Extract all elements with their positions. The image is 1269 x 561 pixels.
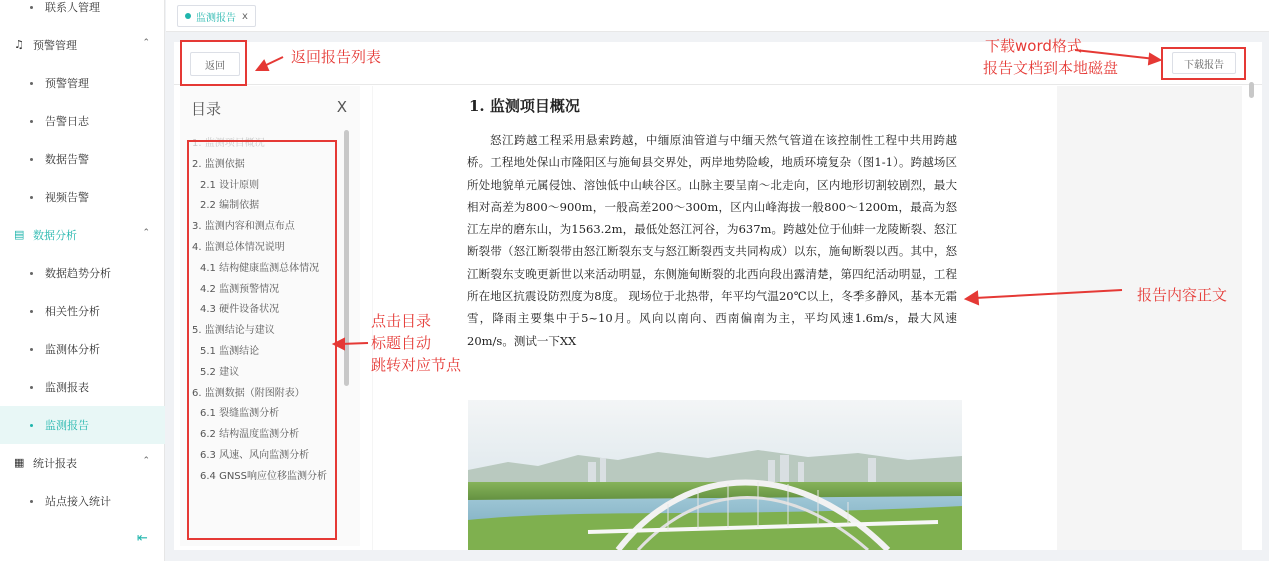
toc-close-icon[interactable]: X (336, 98, 347, 116)
toc-item[interactable]: 4.1 结构健康监测总体情况 (200, 262, 320, 274)
sidebar-item-label: 相关性分析 (45, 305, 100, 318)
annotation-download-1: 下载word格式 (985, 37, 1082, 55)
chevron-up-icon: ⌃ (142, 38, 150, 48)
toc-title: 目录 (191, 100, 222, 118)
annotation-download-2: 报告文档到本地磁盘 (983, 59, 1119, 77)
download-report-button[interactable]: 下载报告 (1172, 52, 1236, 74)
sidebar-item-label: 预警管理 (45, 77, 89, 90)
toc-item[interactable]: 6.1 裂缝监测分析 (200, 408, 280, 420)
sidebar-item-label: 联系人管理 (45, 1, 100, 14)
toc-item[interactable]: 4. 监测总体情况说明 (192, 242, 285, 253)
toc-item[interactable]: 2.2 编制依据 (200, 200, 260, 212)
bell-icon: ♫ (14, 38, 24, 51)
toc-item[interactable]: 5.1 监测结论 (200, 346, 260, 357)
toc-item[interactable]: 3. 监测内容和测点布点 (192, 221, 295, 233)
sidebar-item-label: 视频告警 (45, 191, 89, 204)
chevron-up-icon: ⌃ (142, 456, 150, 466)
back-button[interactable]: 返回 (190, 52, 240, 76)
collapse-sidebar-icon[interactable]: ⇤ (137, 531, 148, 546)
toc-item[interactable]: 1. 监测项目概况 (192, 138, 265, 149)
annotation-body: 报告内容正文 (1137, 286, 1228, 304)
toc-item[interactable]: 5. 监测结论与建议 (192, 325, 275, 337)
sidebar-item-label: 数据告警 (45, 153, 89, 166)
toc-item[interactable]: 6. 监测数据（附图附表） (192, 387, 305, 399)
sidebar-item-label: 站点接入统计 (45, 495, 111, 508)
annotation-toc-3: 跳转对应节点 (371, 356, 462, 374)
sidebar-item-label: 数据分析 (33, 229, 77, 242)
toc-item[interactable]: 4.2 监测预警情况 (200, 283, 280, 295)
sidebar-item-label: 监测报告 (45, 419, 89, 432)
toc-item[interactable]: 6.4 GNSS响应位移监测分析 (200, 470, 328, 482)
toc-item[interactable]: 4.3 硬件设备状况 (200, 304, 280, 316)
chart-icon: ▤ (14, 228, 25, 241)
close-icon[interactable]: x (242, 10, 248, 22)
sidebar-item-label: 预警管理 (33, 39, 77, 52)
sidebar-item-label: 数据趋势分析 (45, 267, 111, 280)
toc-item[interactable]: 6.3 风速、风向监测分析 (200, 450, 310, 461)
annotation-toc-2: 标题自动 (371, 334, 432, 352)
toc-item[interactable]: 2. 监测依据 (192, 158, 245, 170)
tab-label: 监测报告 (196, 12, 236, 24)
toc-item[interactable]: 2.1 设计原则 (200, 179, 260, 191)
body-paragraph: 怒江跨越工程采用悬索跨越，中缅原油管道与中缅天然气管道在该控制性工程中共用跨越桥。工程地处保山市隆阳区与施甸县交界处，两岸地势险峻，地质环境复杂（图1-1）。跨越场区所处地貌单元属侵蚀、溶蚀低中山峡谷区。山脉主要呈南～北走向，区内地形切割较剧烈，最大相对高差为800～900m，一般高差200～300m，区内山峰海拔一般800～1200m，最高为怒江左岸的磨东山，为1563.2m，最低处怒江河谷，为637m。跨越处位于仙蚌一龙陵断裂、怒江断裂带（怒江断裂带由怒江断裂东支与怒江断裂西支共同构成）以东，施甸断裂以西。其中，怒江断裂东支晚更新世以来活动明显，东侧施甸断裂的北西向段出露清楚，第四纪活动明显，工程所在地区抗震设防烈度为8度。 现场位于北热带，年平均气温20℃以上，冬季多静风，基本无霜雪，降雨主要集中于5~10月。风向以南向、西南偏南为主，平均风速1.6m/s，最大风速20m/s。测试一下XX (467, 133, 957, 348)
sidebar-item-label: 统计报表 (33, 457, 77, 470)
sidebar-item-label: 告警日志 (45, 115, 89, 128)
toc-item[interactable]: 6.2 结构温度监测分析 (200, 429, 300, 441)
sidebar-item-label: 监测体分析 (45, 343, 100, 356)
table-icon: ▦ (14, 456, 25, 469)
section-heading: 1. 监测项目概况 (469, 97, 580, 115)
chevron-up-icon: ⌃ (142, 228, 150, 238)
annotation-back: 返回报告列表 (291, 48, 382, 66)
sidebar-item-label: 监测报表 (45, 381, 89, 394)
toc-item[interactable]: 5.2 建议 (200, 366, 240, 378)
annotation-toc-1: 点击目录 (371, 312, 432, 330)
